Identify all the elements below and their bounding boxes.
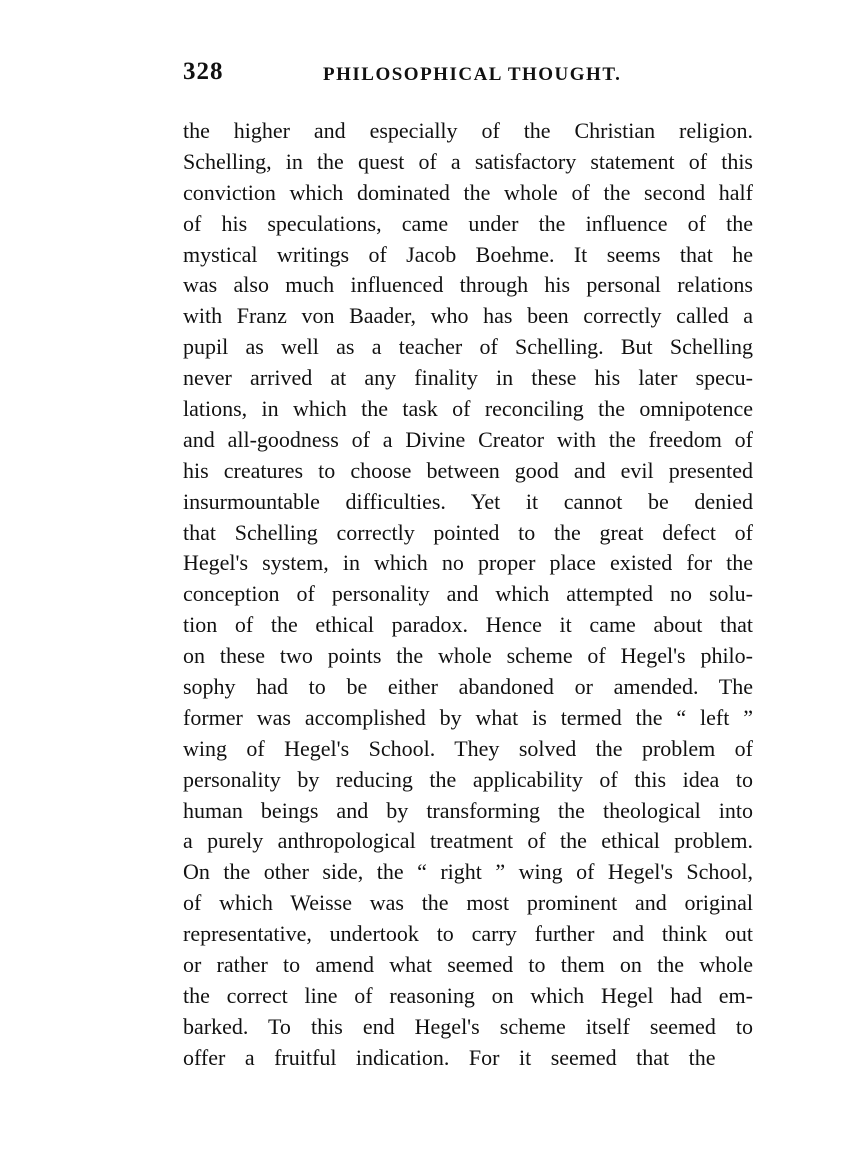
text-line: insurmountable difficulties. Yet it cannot be denied — [183, 488, 753, 514]
running-header — [183, 58, 753, 94]
text-line: never arrived at any finality in these his later specu- — [183, 365, 753, 391]
running-title: PHILOSOPHICAL THOUGHT. — [323, 64, 622, 85]
page-number: 328 — [183, 58, 224, 85]
text-line: representative, undertook to carry further and think out — [183, 921, 753, 947]
text-line: the higher and especially of the Christian religion. — [183, 118, 753, 143]
text-line: lations, in which the task of reconciling the omnipotence — [183, 396, 753, 422]
text-line: conviction which dominated the whole of the second half — [183, 179, 753, 205]
text-line: human beings and by transforming the theological into — [183, 797, 753, 823]
text-line: of which Weisse was the most prominent and original — [183, 890, 753, 916]
text-line: offer a fruitful indication. For it seemed that the — [183, 1044, 716, 1070]
text-line: sophy had to be either abandoned or amended. The — [183, 674, 753, 700]
text-line: a purely anthropological treatment of the ethical problem. — [183, 828, 753, 854]
text-line: barked. To this end Hegel's scheme itself seemed to — [183, 1013, 753, 1039]
text-line: and all-goodness of a Divine Creator with the freedom of — [183, 426, 753, 452]
text-line: on these two points the whole scheme of Hegel's philo- — [183, 643, 753, 669]
text-line: Hegel's system, in which no proper place existed for the — [183, 550, 753, 576]
text-line: tion of the ethical paradox. Hence it came about that — [183, 612, 753, 638]
text-line: was also much influenced through his personal relations — [183, 272, 753, 298]
text-line: mystical writings of Jacob Boehme. It seems that he — [183, 241, 753, 267]
text-line: former was accomplished by what is termed the “ left ” — [183, 704, 753, 730]
text-line: of his speculations, came under the influence of the — [183, 210, 753, 236]
text-line: personality by reducing the applicability of this idea to — [183, 766, 753, 792]
text-line: the correct line of reasoning on which Hegel had em- — [183, 982, 753, 1008]
text-line: On the other side, the “ right ” wing of Hegel's School, — [183, 859, 753, 885]
text-line: Schelling, in the quest of a satisfactory statement of this — [183, 148, 753, 174]
text-line: pupil as well as a teacher of Schelling. But Schelling — [183, 334, 753, 360]
text-line: conception of personality and which attempted no solu- — [183, 581, 753, 607]
text-line: that Schelling correctly pointed to the great defect of — [183, 519, 753, 545]
text-line: his creatures to choose between good and evil presented — [183, 457, 753, 483]
text-line: wing of Hegel's School. They solved the problem of — [183, 735, 753, 761]
body-text — [183, 116, 753, 1074]
text-line: or rather to amend what seemed to them on the whole — [183, 952, 753, 978]
text-line: with Franz von Baader, who has been correctly called a — [183, 303, 753, 329]
